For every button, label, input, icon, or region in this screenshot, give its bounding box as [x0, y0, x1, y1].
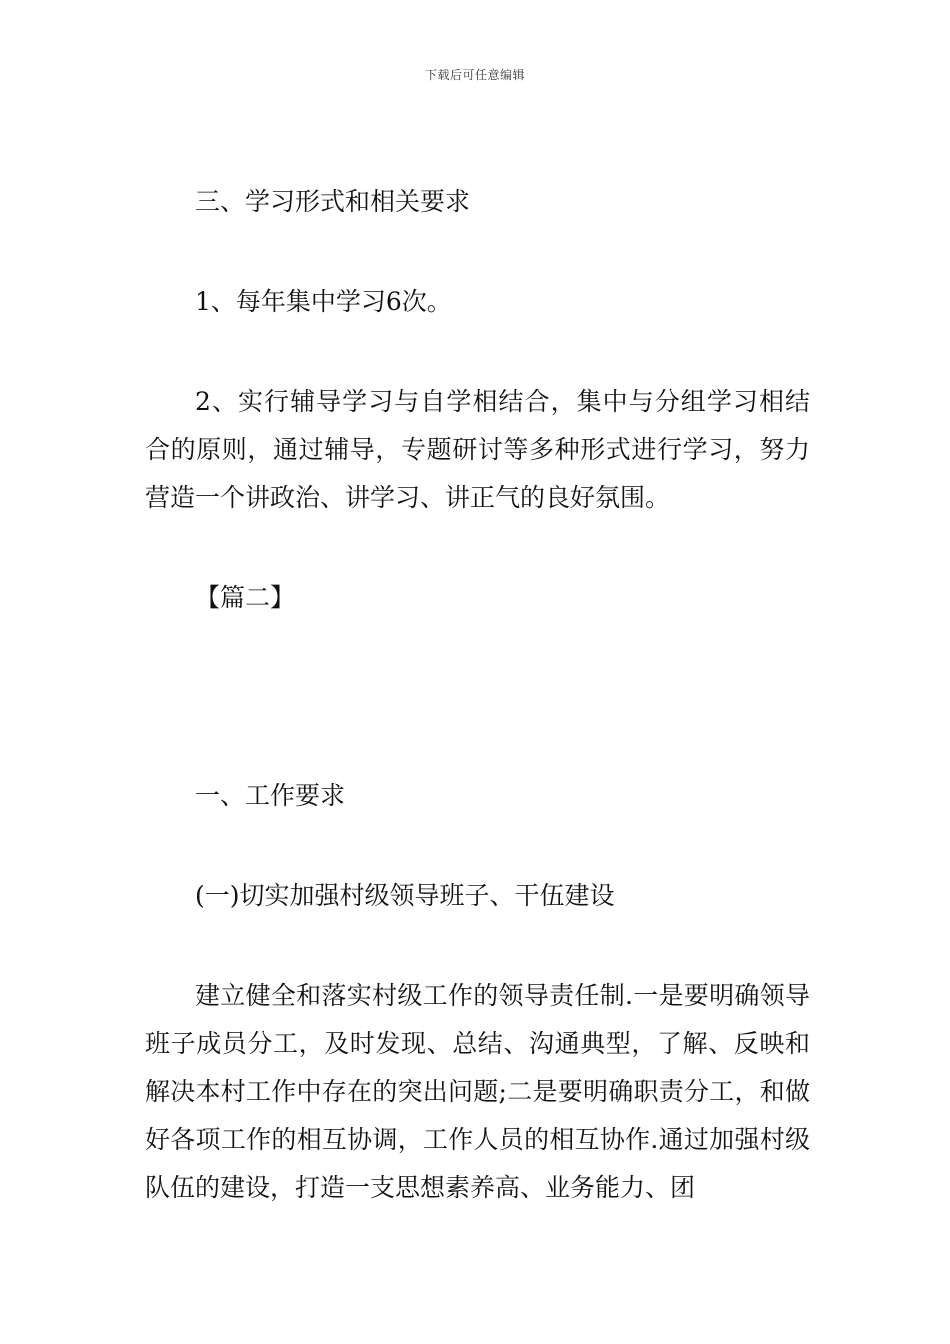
body-paragraph: 建立健全和落实村级工作的领导责任制.一是要明确领导班子成员分工，及时发现、总结、沟通典型，了解、反映和解决本村工作中存在的突出问题;二是要明确职责分工，和做好各项工作的相互协调，工作人员的相互协作.通过加强村级队伍的建设，打造一支思想素养高、业务能力、团 — [145, 981, 810, 1202]
section-heading-3: 三、学习形式和相关要求 — [195, 187, 471, 216]
paragraph-item-1: 1、每年集中学习6次。 — [195, 287, 452, 316]
page-header-note: 下载后可任意编辑 — [424, 68, 525, 82]
paragraph-item-2: 2、实行辅导学习与自学相结合，集中与分组学习相结合的原则，通过辅导，专题研讨等多种形式进行学习，努力营造一个讲政治、讲学习、讲正气的良好氛围。 — [145, 387, 810, 512]
section-heading-1: 一、工作要求 — [195, 781, 346, 810]
subsection-heading-1: (一)切实加强村级领导班子、干伍建设 — [195, 881, 615, 910]
document-body — [145, 178, 810, 1212]
part-two-label: 【篇二】 — [195, 583, 296, 612]
